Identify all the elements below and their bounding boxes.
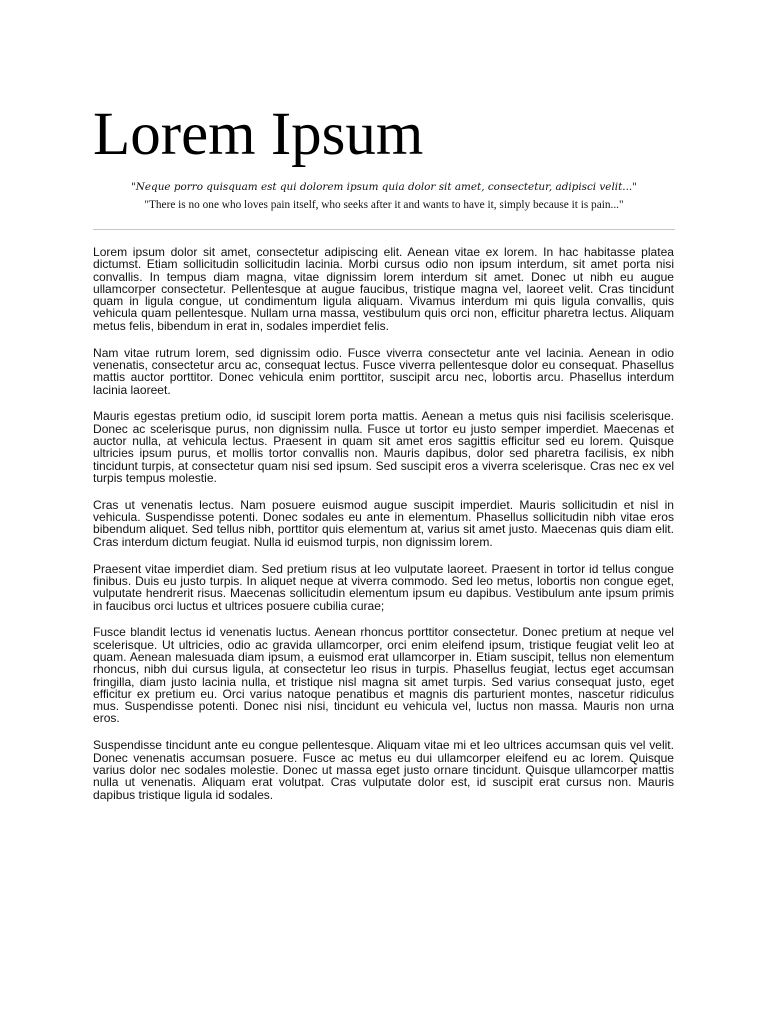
paragraph-7: Suspendisse tincidunt ante eu congue pellentesque. Aliquam vitae mi et leo ultrices accumsan quis vel velit. Donec venenatis accumsan posuere. Fusce ac metus eu dui ullamcorper eleifend eu ac lorem. Quisque varius dolor nec sodales molestie. Donec ut massa eget justo ornare tincidunt. Quisque ullamcorper mattis nulla ut venenatis. Aliquam erat volutpat. Cras vulputate dolor est, id suscipit erat cursus non. Mauris dapibus tristique ligula id sodales. [93,738,674,802]
latin-quote: "Neque porro quisquam est qui dolorem ipsum quia dolor sit amet, consectetur, adipisci velit..." [131,181,637,193]
paragraph-3: Mauris egestas pretium odio, id suscipit lorem porta mattis. Aenean a metus quis nisi facilisis scelerisque. Donec ac scelerisque purus, non dignissim nulla. Fusce ut tortor eu justo semper imperdiet. Maecenas et auctor nulla, at vehicula lectus. Praesent in quam sit amet eros sagittis efficitur sed eu lorem. Quisque ultricies ipsum purus, et mollis tortor convallis non. Mauris dapibus, dolor sed pharetra facilisis, ex nibh tincidunt turpis, at consectetur quam nisi sed ipsum. Sed suscipit eros a viverra scelerisque. Cras nec ex vel turpis tempus molestie. [93,409,674,485]
english-quote: "There is no one who loves pain itself, who seeks after it and wants to have it, simply because it is pain..." [144,199,624,211]
header-divider [93,229,675,230]
paragraph-5: Praesent vitae imperdiet diam. Sed pretium risus at leo vulputate laoreet. Praesent in tortor id tellus congue finibus. Duis eu justo turpis. In aliquet neque at viverra commodo. Sed leo metus, lobortis non congue eget, vulputate hendrerit risus. Maecenas sollicitudin elementum ipsum eu dapibus. Vestibulum ante ipsum primis in faucibus orci luctus et ultrices posuere cubilia curae; [93,561,674,613]
paragraph-1: Lorem ipsum dolor sit amet, consectetur adipiscing elit. Aenean vitae ex lorem. In hac habitasse platea dictumst. Etiam sollicitudin sollicitudin lacinia. Morbi cursus odio non ipsum interdum, sit amet porta nisi convallis. In tempus diam magna, vitae dignissim lorem interdum sit amet. Donec ut nibh eu augue ullamcorper consectetur. Pellentesque at augue faucibus, tristique magna vel, laoreet velit. Cras tincidunt quam in ligula congue, ut condimentum ligula aliquam. Vivamus interdum mi quis ligula convallis, quis vehicula quam pellentesque. Nullam urna massa, vestibulum quis orci non, efficitur pharetra lectus. Aliquam metus felis, bibendum in erat in, sodales imperdiet felis. [93,245,674,333]
document-body [93,246,674,815]
paragraph-2: Nam vitae rutrum lorem, sed dignissim odio. Fusce viverra consectetur ante vel lacinia. Aenean in odio venenatis, consectetur arcu ac, consequat lectus. Fusce viverra pellentesque dolor eu consequat. Phasellus mattis auctor porttitor. Donec vehicula enim porttitor, suscipit arcu nec, lobortis arcu. Phasellus interdum lacinia laoreet. [93,345,674,397]
paragraph-6: Fusce blandit lectus id venenatis luctus. Aenean rhoncus porttitor consectetur. Donec pretium at neque vel scelerisque. Ut ultricies, odio ac gravida ullamcorper, orci enim eleifend ipsum, tristique feugiat velit leo at quam. Aenean malesuada diam ipsum, a euismod erat ullamcorper in. Etiam suscipit, tellus non elementum rhoncus, nibh dui cursus ligula, at consectetur leo risus in turpis. Phasellus feugiat, lectus eget accumsan fringilla, diam justo lacinia nulla, et tristique nisl magna sit amet turpis. Sed varius consequat justo, eget efficitur ex pretium eu. Orci varius natoque penatibus et magnis dis parturient montes, nascetur ridiculus mus. Suspendisse potenti. Donec nisi nisi, tincidunt eu vehicula vel, luctus non massa. Mauris non urna eros. [93,625,674,726]
document-title: Lorem Ipsum [93,101,424,168]
paragraph-4: Cras ut venenatis lectus. Nam posuere euismod augue suscipit imperdiet. Mauris sollicitudin et nisl in vehicula. Suspendisse potenti. Donec sodales eu ante in elementum. Phasellus sollicitudin nibh vitae eros bibendum aliquet. Sed tellus nibh, porttitor quis elementum at, varius sit amet justo. Maecenas quis diam elit. Cras interdum dictum feugiat. Nulla id euismod turpis, non dignissim lorem. [93,497,674,549]
